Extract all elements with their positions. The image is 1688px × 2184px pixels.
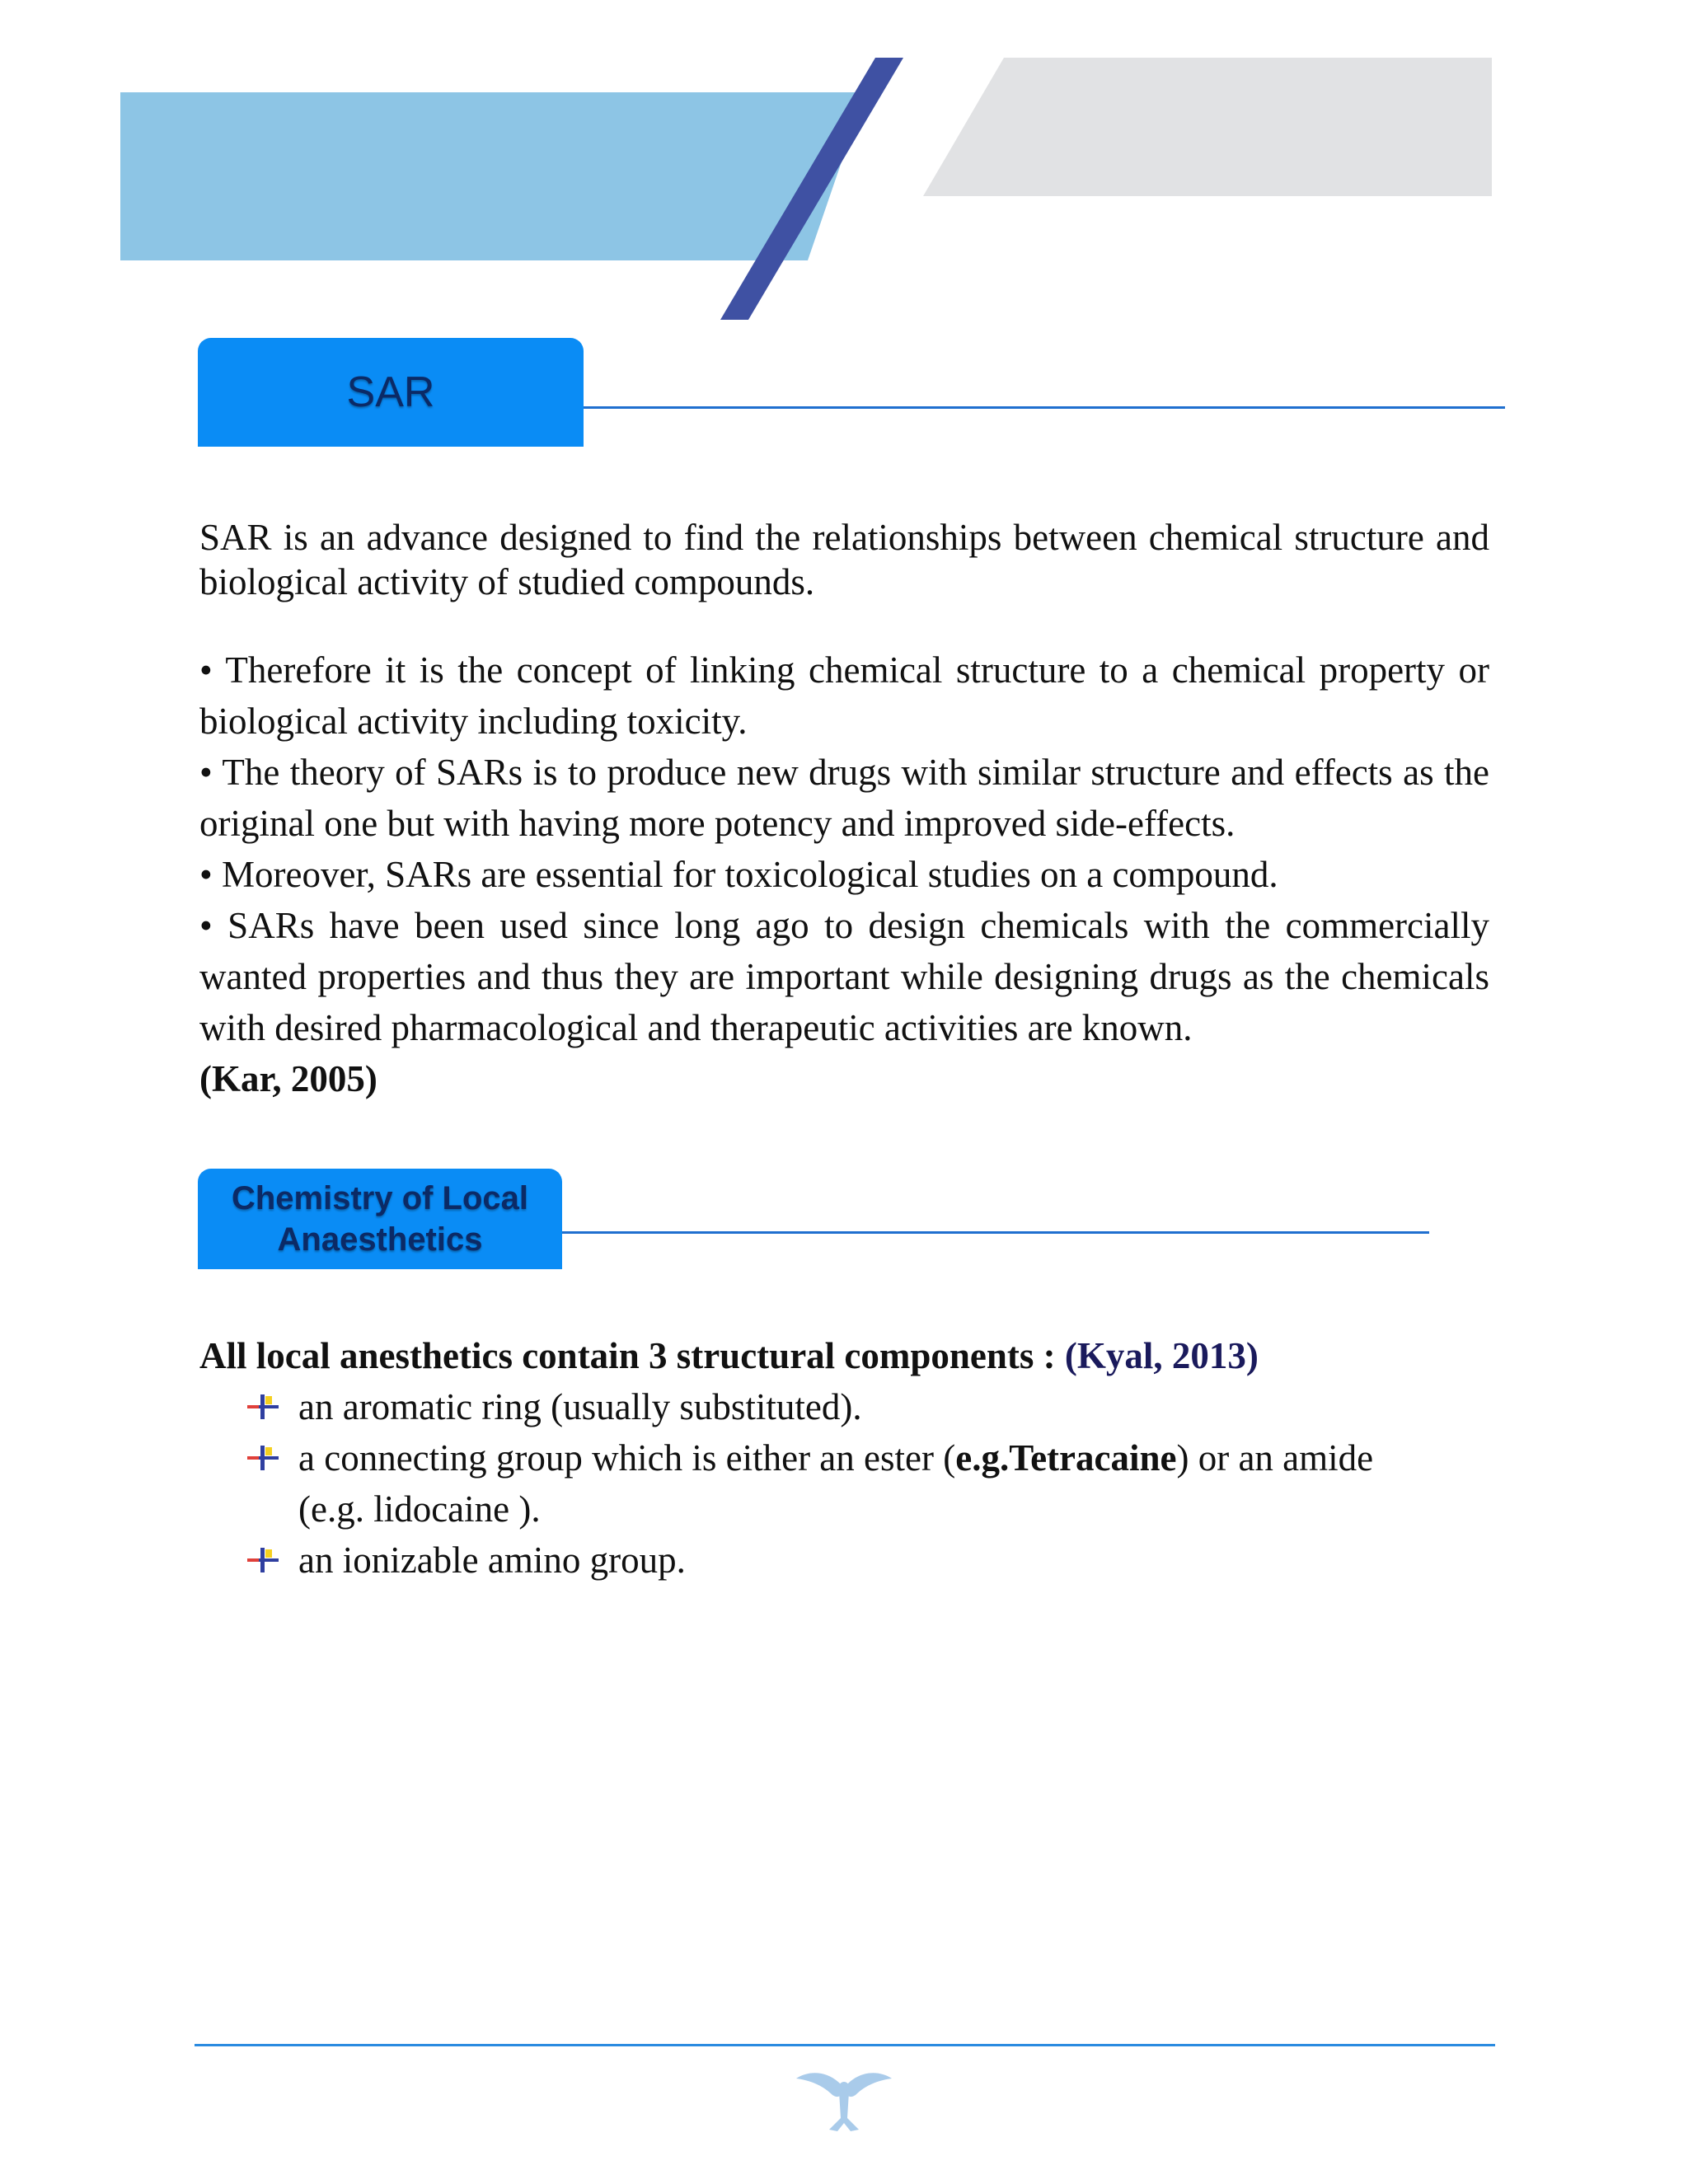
- la-list-item-1: [247, 1381, 1442, 1432]
- section-tab-la-line1: Chemistry of Local: [231, 1180, 529, 1216]
- la-list-item-2-post: ) or an amide (e.g. lidocaine ).: [298, 1437, 1374, 1530]
- header-light-blue-band: [120, 92, 865, 260]
- sar-citation: (Kar, 2005): [199, 1058, 377, 1099]
- sar-bullet-2: • The theory of SARs is to produce new drugs with similar structure and effects as the original one but with having more potency and improved side-effects.: [199, 752, 1489, 844]
- section-tab-sar-label: SAR: [346, 368, 435, 416]
- section-tab-sar: [198, 338, 584, 447]
- sar-intro-paragraph: SAR is an advance designed to find the relationships between chemical structure and biological activity of studied compounds.: [199, 517, 1489, 602]
- plus-bullet-icon: [247, 1394, 279, 1419]
- section-rule-local-anaesthetics: [562, 1231, 1429, 1234]
- la-list-item-1-text: an aromatic ring (usually substituted).: [298, 1386, 862, 1427]
- la-list-item-2-bold: e.g.Tetracaine: [955, 1437, 1177, 1479]
- sar-bullet-1: • Therefore it is the concept of linking chemical structure to a chemical property or biological activity including toxicity.: [199, 649, 1489, 742]
- la-lead-citation: (Kyal, 2013): [1064, 1335, 1259, 1376]
- section-rule-sar: [584, 406, 1505, 409]
- sar-bullet-4: • SARs have been used since long ago to design chemicals with the commercially wanted properties and thus they are important while designing drugs as the chemicals with desired pharmacological and therapeutic activities are known.: [199, 905, 1489, 1048]
- header-banner: [0, 0, 1688, 330]
- la-component-list: [247, 1381, 1442, 1586]
- la-list-item-3-text: an ionizable amino group.: [298, 1540, 686, 1581]
- la-lead-text: All local anesthetics contain 3 structural components :: [199, 1335, 1065, 1376]
- la-list-item-2: [247, 1432, 1442, 1535]
- plus-bullet-icon: [247, 1548, 279, 1572]
- la-lead-sentence: [199, 1330, 1259, 1381]
- la-list-item-2-pre: a connecting group which is either an ester (: [298, 1437, 956, 1479]
- plus-bullet-icon: [247, 1446, 279, 1470]
- sar-bullet-list: [199, 644, 1489, 1104]
- la-list-item-3: [247, 1535, 1442, 1586]
- bird-logo-icon: [793, 2067, 895, 2136]
- sar-bullet-3: • Moreover, SARs are essential for toxicological studies on a compound.: [199, 854, 1278, 895]
- section-tab-la-line2: Anaesthetics: [277, 1221, 483, 1258]
- header-grey-band: [923, 58, 1492, 196]
- section-tab-local-anaesthetics: [198, 1169, 562, 1269]
- footer-rule: [195, 2044, 1495, 2046]
